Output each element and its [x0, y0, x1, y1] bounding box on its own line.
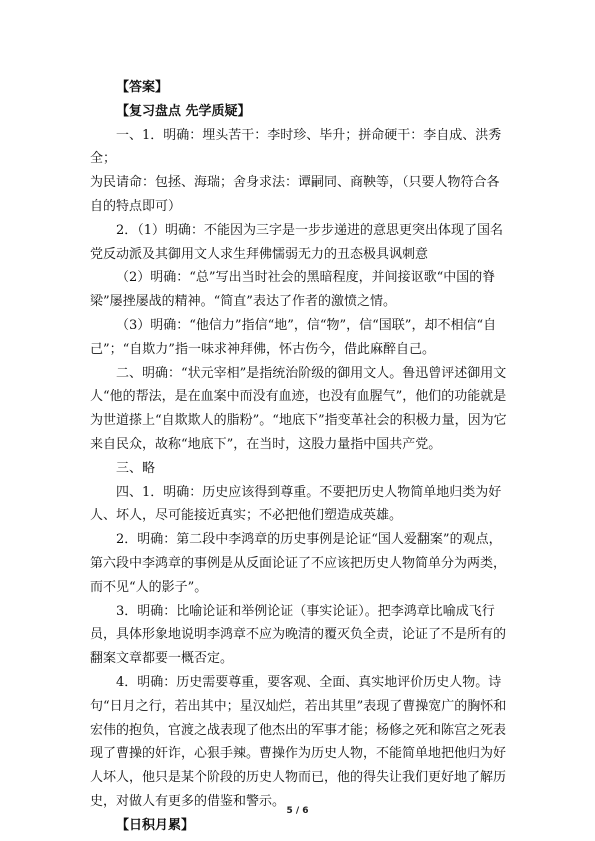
answer-paragraph: 为民请命：包拯、海瑞；舍身求法：谭嗣同、商鞅等，（只要人物符合各自的特点即可） [90, 175, 500, 214]
answer-paragraph: 二、明确：“状元宰相”是指统治阶级的御用文人。鲁迅曾评述御用文人“他的帮法，是在血案中而没有血迹，也没有血腥气”，他们的功能就是为世道搽上“自欺欺人的脂粉”。“地底下”指变革社会的积极力量，因为它来自民众，故称“地底下”，在当时，这股力量指中国共产党。 [90, 365, 507, 452]
answer-paragraph: 四、1．明确：历史应该得到尊重。不要把历史人物简单地归类为好人、坏人，尽可能接近真实；不必把他们塑造成英雄。 [90, 484, 502, 524]
answer-paragraphs [90, 124, 508, 814]
answer-heading: 【答案】 [116, 80, 169, 95]
answer-paragraph: 3．明确：比喻论证和举例论证（事实论证）。把李鸿章比喻成飞行员，具体形象地说明李鸿章不应为晚清的覆灭负全责，论证了不是所有的翻案文章都要一概否定。 [90, 603, 507, 667]
answer-paragraph: 一、1．明确：埋头苦干：李时珍、毕升；拼命硬干：李自成、洪秀全； [90, 127, 502, 167]
answer-content [90, 76, 508, 838]
answer-paragraph: 2．明确：第二段中李鸿章的历史事例是论证“国人爱翻案”的观点，第六段中李鸿章的事例是从反面论证了不应该把历史人物简单分为两类，而不见“人的影子”。 [90, 532, 507, 595]
answer-paragraph: 4．明确：历史需要尊重，要客观、全面、真实地评价历史人物。诗句“日月之行，若出其中；星汉灿烂，若出其里”表现了曹操宽广的胸怀和宏伟的抱负，官渡之战表现了他杰出的军事才能；杨修之死和陈宫之死表现了曹操的奸诈，心狠手辣。曹操作为历史人物，不能简单地把他归为好人坏人，他只是某个阶段的历史人物而已，他的得失让我们更好地了解历史，对做人有更多的借鉴和警示。 [90, 674, 507, 809]
answer-paragraph: 2．（1）明确：不能因为三字是一步步递进的意思更突出体现了国名党反动派及其御用文人求生拜佛懦弱无力的丑态极具讽刺意 [90, 222, 504, 262]
answer-paragraph: （3）明确：“他信力”指信“地”，信“物”，信“国联”，却不相信“自己”；“自欺力”指一味求神拜佛，怀古伤今，借此麻醉自己。 [90, 317, 497, 357]
daily-heading: 【日积月累】 [116, 817, 195, 833]
review-heading: 【复习盘点 先学质疑】 [116, 103, 251, 119]
answer-paragraph: 三、略 [116, 460, 156, 476]
answer-paragraph: （2）明确：“总”写出当时社会的黑暗程度，并间接讴歌“中国的脊梁”屡挫屡战的精神。“简直”表达了作者的激愤之情。 [90, 270, 496, 310]
page-number: 5 / 6 [286, 806, 309, 816]
